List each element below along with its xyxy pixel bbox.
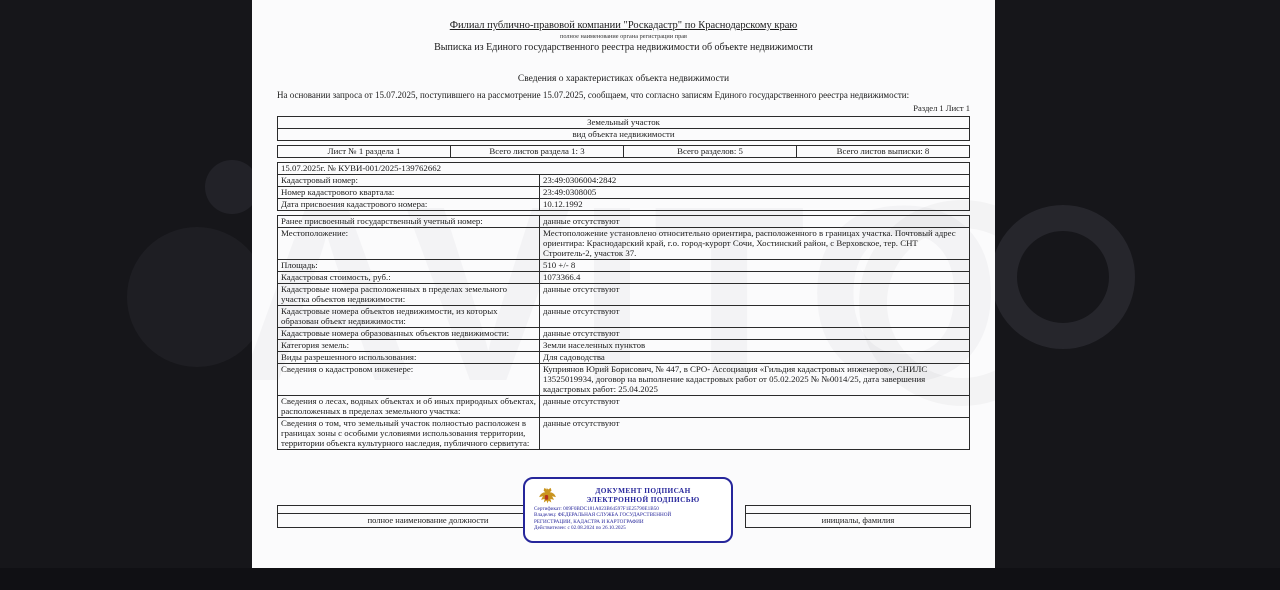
signature-name-box <box>745 505 971 528</box>
background-circle <box>127 227 267 367</box>
row-value: 23:49:0306004:2842 <box>540 175 970 187</box>
row-label: Номер кадастрового квартала: <box>278 187 540 199</box>
table-row <box>278 284 970 306</box>
table-row <box>278 228 970 260</box>
row-value: данные отсутствуют <box>540 306 970 328</box>
org-caption: полное наименование органа регистрации прав <box>559 33 687 40</box>
stamp-validity: Действителен: с 02.08.2024 по 26.10.2025 <box>534 525 626 532</box>
object-type-caption: вид объекта недвижимости <box>278 129 970 141</box>
stamp-owner-line1: Владелец: ФЕДЕРАЛЬНАЯ СЛУЖБА ГОСУДАРСТВЕННОЙ <box>534 512 672 519</box>
request-and-ids-table <box>277 162 970 211</box>
row-label: Местоположение: <box>278 228 540 260</box>
row-value: Куприянов Юрий Борисович, № 447, в СРО- Ассоциация «Гильдия кадастровых инженеров», СНИЛС 13525019934, договор на выполнение кадастровых работ от 05.02.2025 № №0014/25, дата завершения кадастровых работ: 25.04.2025 <box>540 364 970 396</box>
row-label: Кадастровые номера расположенных в пределах земельного участка объектов недвижимости: <box>278 284 540 306</box>
row-value: 1073366.4 <box>540 272 970 284</box>
row-value: данные отсутствуют <box>540 216 970 228</box>
table-row <box>278 216 970 228</box>
table-row <box>278 163 970 175</box>
table-row <box>278 352 970 364</box>
section-title: Сведения о характеристиках объекта недвижимости <box>517 74 730 84</box>
row-label: Кадастровый номер: <box>278 175 540 187</box>
object-type-table <box>277 116 970 141</box>
signature-line <box>746 506 970 514</box>
stamp-title-line2: ЭЛЕКТРОННОЙ ПОДПИСЬЮ <box>586 495 700 504</box>
digital-signature-stamp <box>523 477 733 543</box>
sheet-info-cell: Всего листов раздела 1: 3 <box>451 146 624 158</box>
intro-paragraph: На основании запроса от 15.07.2025, поступившего на рассмотрение 15.07.2025, сообщаем, что согласно записям Единого государственного реестра недвижимости: <box>277 90 910 100</box>
table-row <box>278 175 970 187</box>
request-number: 15.07.2025г. № КУВИ-001/2025-139762662 <box>278 163 970 175</box>
row-label: Сведения о лесах, водных объектах и об иных природных объектах, расположенных в пределах земельного участка: <box>278 396 540 418</box>
signature-position-label: полное наименование должности <box>367 515 489 525</box>
sheet-info-table <box>277 145 970 158</box>
row-label: Виды разрешенного использования: <box>278 352 540 364</box>
section-sheet-label: Раздел 1 Лист 1 <box>913 103 970 113</box>
signature-area <box>277 477 970 563</box>
sheet-info-cell: Всего листов выписки: 8 <box>797 146 970 158</box>
table-row <box>278 117 970 129</box>
stamp-certificate: Сертификат: 009F0BDC181A023B64597F1E25790E1B50 <box>534 506 659 512</box>
signature-name-label: инициалы, фамилия <box>821 515 895 525</box>
row-value: Местоположение установлено относительно ориентира, расположенного в границах участка. Почтовый адрес ориентира: Краснодарский край, г.о. город-курорт Сочи, Хостинский район, с Верховское, тер. СНТ Строитель-2, участок 37. <box>540 228 970 260</box>
table-row <box>278 260 970 272</box>
row-label: Кадастровые номера объектов недвижимости, из которых образован объект недвижимости: <box>278 306 540 328</box>
document-page <box>252 0 995 568</box>
row-value: Земли населенных пунктов <box>540 340 970 352</box>
table-row <box>278 187 970 199</box>
table-row <box>278 146 970 158</box>
sheet-info-cell: Всего разделов: 5 <box>624 146 797 158</box>
background-ring <box>991 205 1135 349</box>
table-row <box>278 129 970 141</box>
table-row <box>278 199 970 211</box>
table-row <box>278 340 970 352</box>
background-circle <box>205 160 259 214</box>
row-value: 10.12.1992 <box>540 199 970 211</box>
document-content <box>277 0 970 450</box>
row-value: данные отсутствуют <box>540 328 970 340</box>
row-label: Кадастровая стоимость, руб.: <box>278 272 540 284</box>
row-value: данные отсутствуют <box>540 396 970 418</box>
row-label: Сведения о том, что земельный участок полностью расположен в границах зоны с особыми условиями использования территории, территории объекта культурного наследия, публичного сервитута: <box>278 418 540 450</box>
row-value: данные отсутствуют <box>540 284 970 306</box>
row-label: Дата присвоения кадастрового номера: <box>278 199 540 211</box>
stamp-title-line1: ДОКУМЕНТ ПОДПИСАН <box>595 486 691 495</box>
coat-of-arms-icon <box>534 485 559 510</box>
details-table <box>277 215 970 450</box>
background-bottom-strip <box>0 568 1280 590</box>
row-value: Для садоводства <box>540 352 970 364</box>
row-label: Площадь: <box>278 260 540 272</box>
table-row <box>278 418 970 450</box>
sheet-info-cell: Лист № 1 раздела 1 <box>278 146 451 158</box>
stamp-owner-line2: РЕГИСТРАЦИИ, КАДАСТРА И КАРТОГРАФИИ <box>534 518 644 525</box>
table-row <box>278 328 970 340</box>
row-value: 510 +/- 8 <box>540 260 970 272</box>
row-value: данные отсутствуют <box>540 418 970 450</box>
row-label: Кадастровые номера образованных объектов недвижимости: <box>278 328 540 340</box>
stamp-titles <box>559 486 727 504</box>
row-value: 23:49:0308005 <box>540 187 970 199</box>
row-label: Сведения о кадастровом инженере: <box>278 364 540 396</box>
table-row <box>278 272 970 284</box>
object-type-value: Земельный участок <box>278 117 970 129</box>
org-name: Филиал публично-правовой компании "Роскадастр" по Краснодарскому краю <box>449 20 798 31</box>
row-label: Категория земель: <box>278 340 540 352</box>
table-row <box>278 306 970 328</box>
row-label: Ранее присвоенный государственный учетный номер: <box>278 216 540 228</box>
table-row <box>278 396 970 418</box>
table-row <box>278 364 970 396</box>
document-title: Выписка из Единого государственного реестра недвижимости об объекте недвижимости <box>434 42 813 53</box>
